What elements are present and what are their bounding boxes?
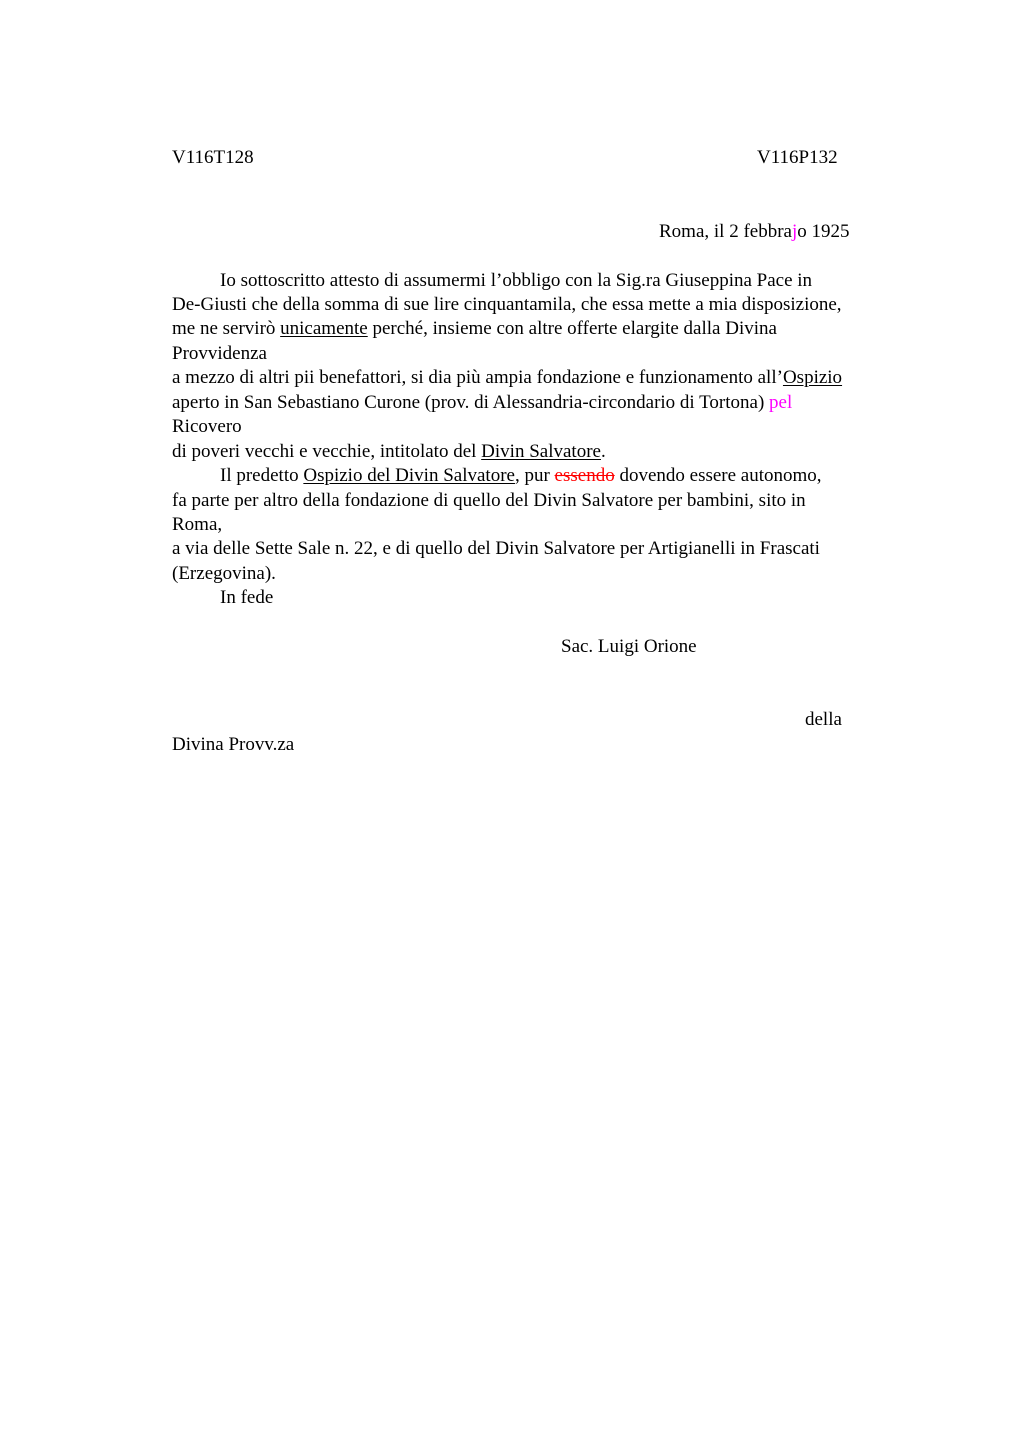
dateline <box>659 220 850 244</box>
signature-title-part-1: della <box>805 709 842 730</box>
paragraph-1-line-8 <box>172 440 606 464</box>
deleted-word-essendo: essendo <box>554 465 615 486</box>
text-segment: , pur <box>514 465 555 486</box>
text-segment: perché, insieme con altre offerte elargite dalla Divina <box>367 318 777 339</box>
signature-title-part-2: Divina Provv.za <box>172 734 295 755</box>
text-segment: dovendo essere autonomo, <box>614 465 822 486</box>
paragraph-1-line-2: De-Giusti che della somma di sue lire cinquantamila, che essa mette a mia disposizione, <box>172 294 842 315</box>
dateline-suffix: o 1925 <box>797 221 850 242</box>
paragraph-1-line-5 <box>172 366 842 390</box>
underlined-word-unicamente: unicamente <box>280 318 368 339</box>
paragraph-1-line-3 <box>172 317 777 341</box>
paragraph-2-line-2: fa parte per altro della fondazione di quello del Divin Salvatore per bambini, sito in <box>172 490 806 511</box>
dateline-prefix: Roma, il 2 febbra <box>659 221 792 242</box>
paragraph-2-line-3: Roma, <box>172 514 223 535</box>
dateline-inserted-letter: j <box>791 221 798 242</box>
text-segment: . <box>600 441 606 462</box>
paragraph-1-line-6 <box>172 391 792 415</box>
paragraph-2-line-4: a via delle Sette Sale n. 22, e di quello del Divin Salvatore per Artigianelli in Frascati <box>172 538 820 559</box>
paragraph-1-line-7: Ricovero <box>172 416 242 437</box>
left-reference-code: V116T128 <box>172 147 254 168</box>
paragraph-2-line-5: (Erzegovina). <box>172 563 276 584</box>
text-segment: Il predetto <box>220 465 304 486</box>
paragraph-1-line-4: Provvidenza <box>172 343 267 364</box>
text-segment: aperto in San Sebastiano Curone (prov. di Alessandria-circondario di Tortona) <box>172 392 770 413</box>
underlined-word-ospizio: Ospizio <box>782 367 843 388</box>
underlined-divin-salvatore: Divin Salvatore <box>481 441 601 462</box>
inserted-word-pel: pel <box>769 392 793 413</box>
closing-in-fede: In fede <box>220 587 274 608</box>
text-segment: di poveri vecchi e vecchie, intitolato del <box>172 441 482 462</box>
signature-name: Sac. Luigi Orione <box>561 636 697 657</box>
right-reference-code: V116P132 <box>757 147 838 168</box>
text-segment: me ne servirò <box>172 318 281 339</box>
underlined-ospizio-del-divin-salvatore: Ospizio del Divin Salvatore <box>303 465 515 486</box>
text-segment: a mezzo di altri pii benefattori, si dia più ampia fondazione e funzionamento all’ <box>172 367 783 388</box>
paragraph-2-line-1 <box>220 464 822 488</box>
paragraph-1-line-1: Io sottoscritto attesto di assumermi l’obbligo con la Sig.ra Giuseppina Pace in <box>220 270 813 291</box>
